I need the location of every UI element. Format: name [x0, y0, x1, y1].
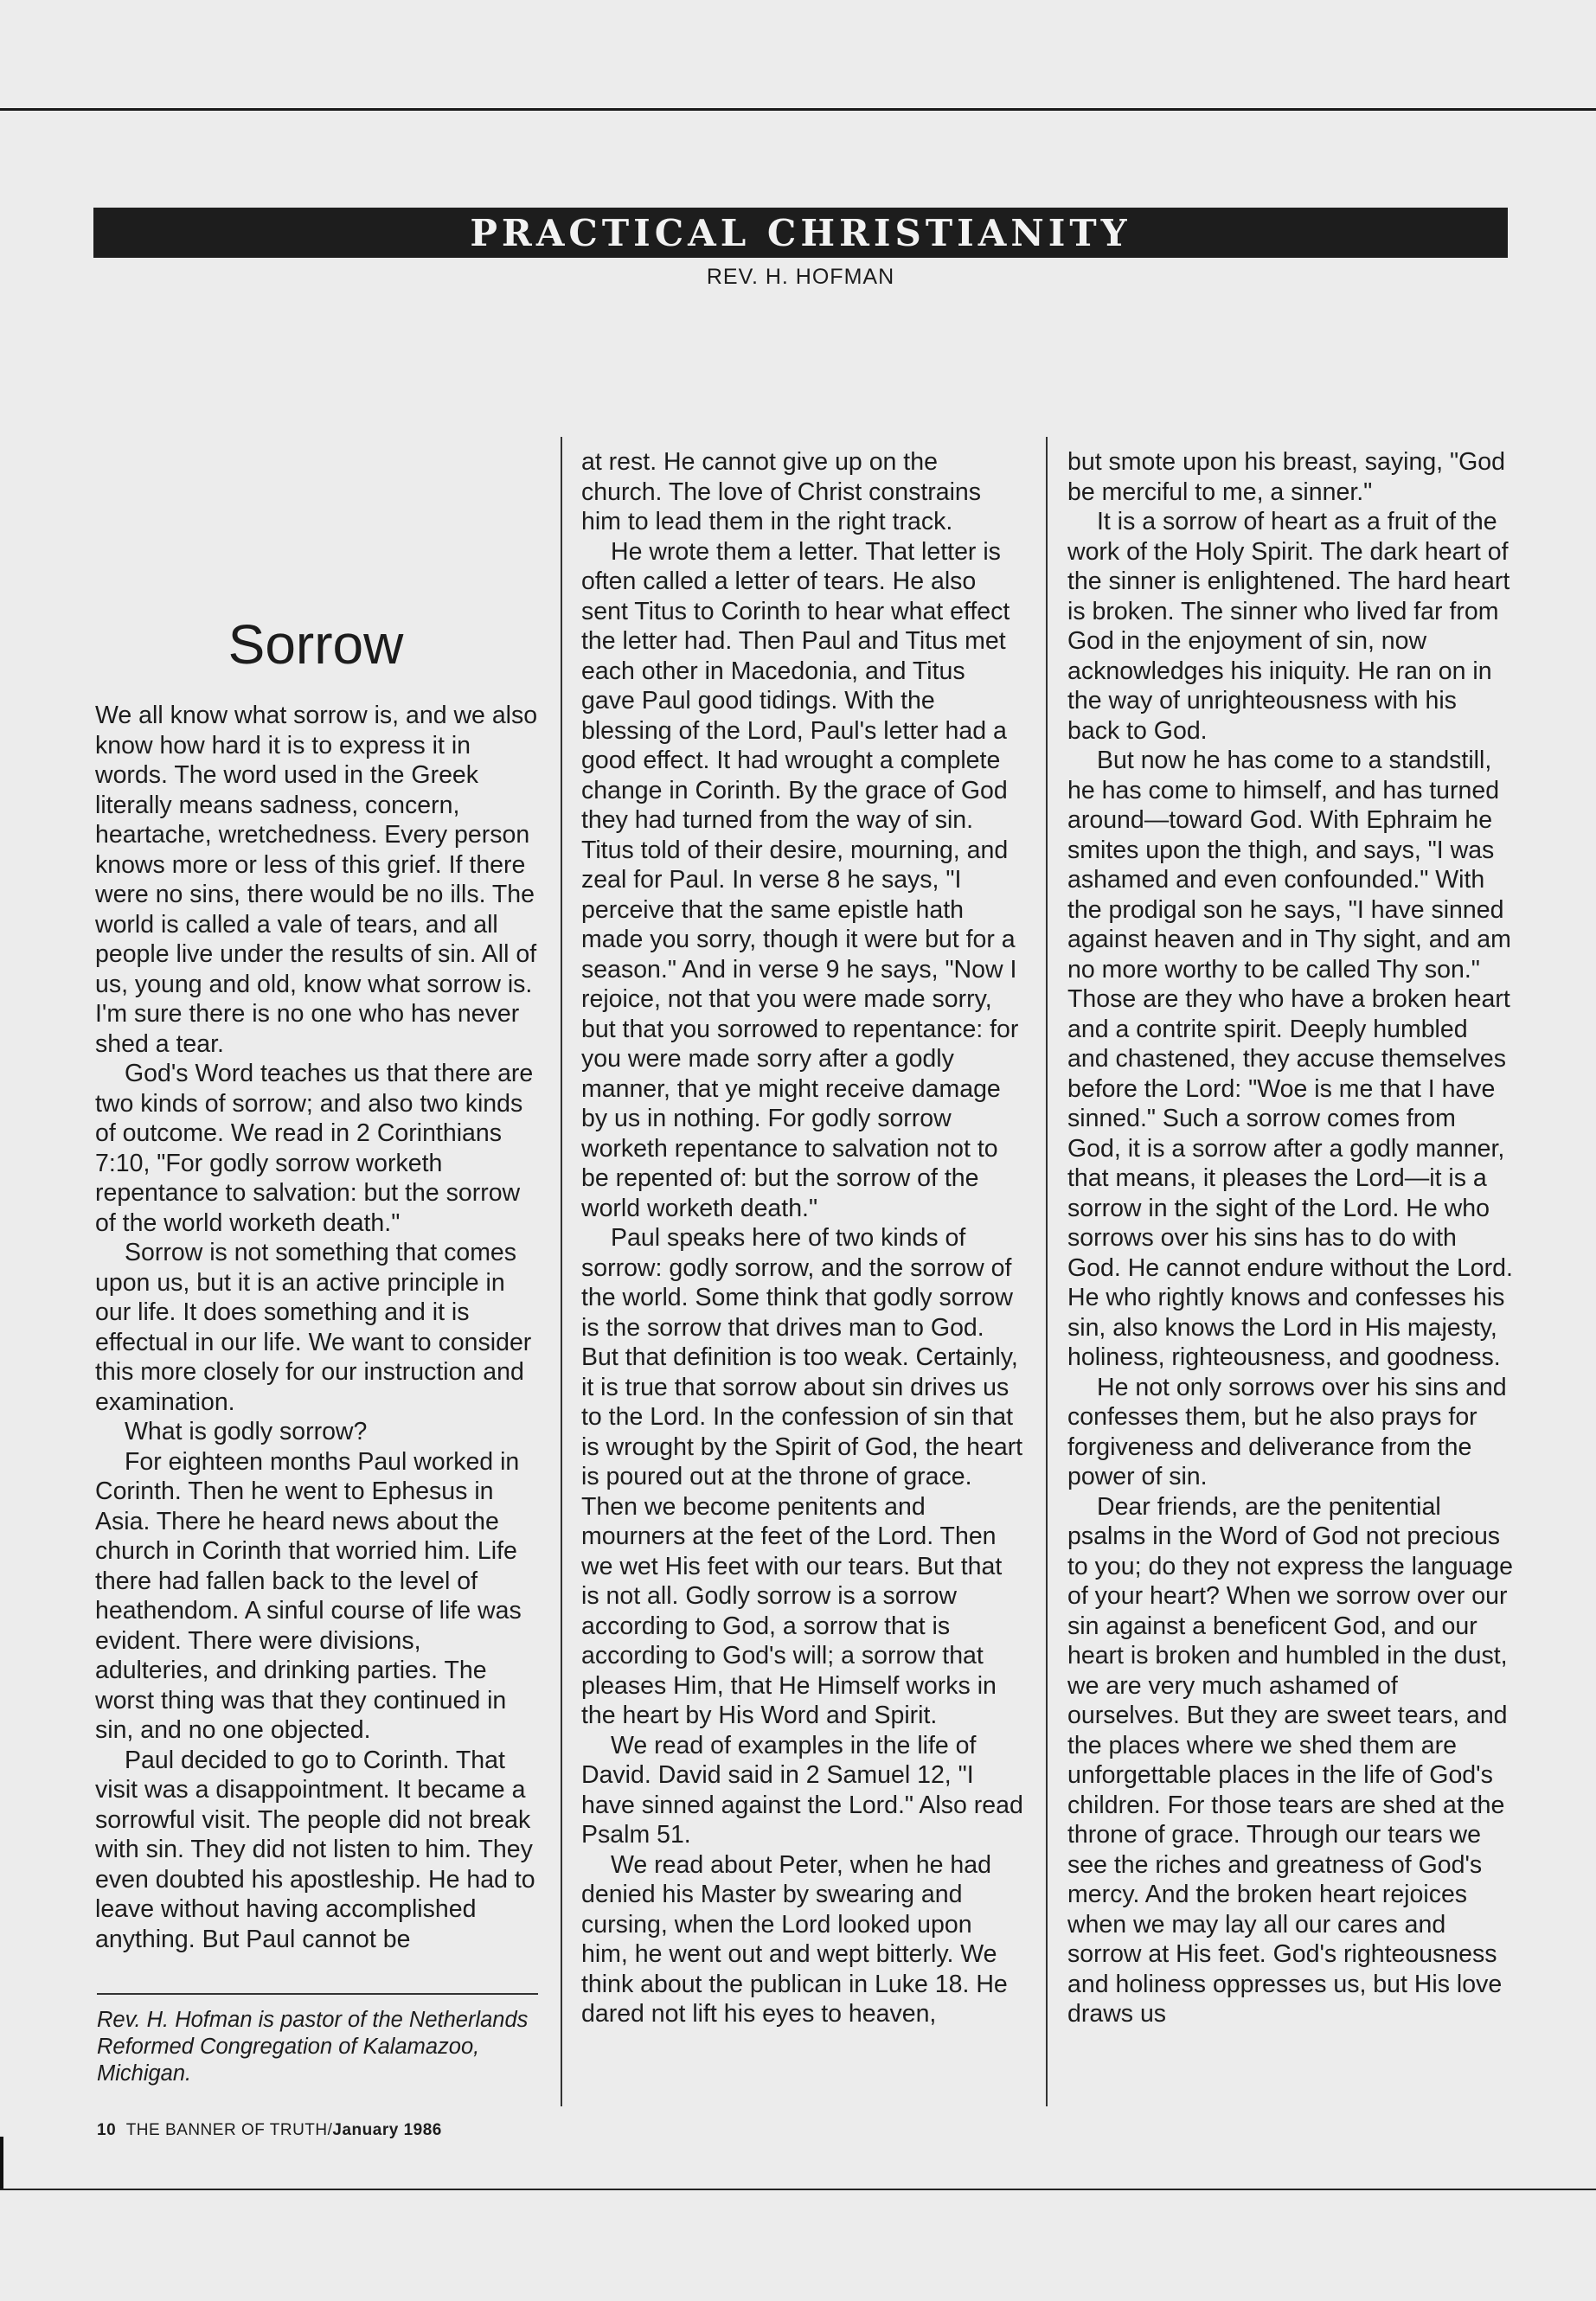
- top-rule: [0, 108, 1596, 111]
- paragraph: He wrote them a letter. That letter is often called a letter of tears. He also sent Titus to Corinth to hear what effect the letter had. Then Paul and Titus met each other in Macedonia, and Titus gave Paul good tidings. With the blessing of the Lord, Paul's letter had a good effect. It had wrought a complete change in Corinth. By the grace of God they had turned from the way of sin. Titus told of their desire, mourning, and zeal for Paul. In verse 8 he says, "I perceive that the same epistle hath made you sorry, though it were but for a season." And in verse 9 he says, "Now I rejoice, not that you were made sorry, but that you sorrowed to repentance: for you were made sorry after a godly manner, that ye might receive damage by us in nothing. For godly sorrow worketh repentance to salvation not to be repented of: but the sorrow of the world worketh death.": [581, 537, 1019, 1222]
- paragraph: Dear friends, are the penitential psalms in the Word of God not precious to you; do they not express the language of your heart? When we sorrow over our sin against a beneficent God, and our heart is broken and humbled in the dust, we are very much ashamed of ourselves. But they are sweet tears, and the places where we shed them are unforgettable places in the life of God's children. For those tears are shed at the throne of grace. Through our tears we see the riches and greatness of God's mercy. And the broken heart rejoices when we may lay all our cares and sorrow at His feet. God's righteousness and holiness oppresses us, but His love draws us: [1067, 1492, 1513, 2028]
- article-column-3: [1067, 447, 1514, 2029]
- footnote-rule: [97, 1993, 538, 1995]
- article-column-1: [95, 701, 538, 1954]
- page-footer: [97, 2121, 442, 2140]
- paragraph: Sorrow is not something that comes upon us, but it is an active principle in our life. It does something and it is effectual in our life. We want to consider this more closely for our instruction and examination.: [95, 1239, 532, 1416]
- paragraph: Paul decided to go to Corinth. That visit was a disappointment. It became a sorrowful visit. The people did not break with sin. They did not listen to him. They even doubted his apostleship. He had to leave without having accomplished anything. But Paul cannot be: [95, 1746, 535, 1953]
- article-column-2: [581, 447, 1024, 2029]
- paragraph: God's Word teaches us that there are two kinds of sorrow; and also two kinds of outcome. We read in 2 Corinthians 7:10, "For godly sorrow worketh repentance to salvation: but the sorrow of the world worketh death.": [95, 1060, 534, 1237]
- paragraph: at rest. He cannot give up on the church. The love of Christ constrains him to lead them in the right track.: [581, 448, 982, 535]
- publication-name: THE BANNER OF TRUTH/: [125, 2121, 333, 2139]
- paragraph: What is godly sorrow?: [125, 1418, 368, 1445]
- scan-edge-mark: [0, 2137, 3, 2189]
- paragraph: It is a sorrow of heart as a fruit of the work of the Holy Spirit. The dark heart of the sinner is enlightened. The hard heart is broken. The sinner who lived far from God in the enjoyment of sin, now acknowledges his iniquity. He ran on in the way of unrighteousness with his back to God.: [1067, 508, 1510, 745]
- paragraph: For eighteen months Paul worked in Corinth. Then he went to Ephesus in Asia. There he heard news about the church in Corinth that worried him. Life there had fallen back to the level of heathendom. A sinful course of life was evident. There were divisions, adulteries, and drinking parties. The worst thing was that they continued in sin, and no one objected.: [95, 1447, 522, 1744]
- column-divider: [1046, 437, 1048, 2106]
- column-divider: [561, 437, 562, 2106]
- page-number: 10: [97, 2121, 117, 2139]
- paragraph: We read of examples in the life of David. David said in 2 Samuel 12, "I have sinned against the Lord." Also read Psalm 51.: [581, 1731, 1023, 1849]
- paragraph: But now he has come to a standstill, he has come to himself, and has turned around—toward God. With Ephraim he smites upon the thigh, and says, "I was ashamed and even confounded." With the prodigal son he says, "I have sinned against heaven and in Thy sight, and am no more worthy to be called Thy son." Those are they who have a broken heart and a contrite spirit. Deeply humbled and chastened, they accuse themselves before the Lord: "Woe is me that I have sinned." Such a sorrow comes from God, it is a sorrow after a godly manner, that means, it pleases the Lord—it is a sorrow in the sight of the Lord. He who sorrows over his sins has to do with God. He cannot endure without the Lord. He who rightly knows and confesses his sin, also knows the Lord in His majesty, holiness, righteousness, and goodness.: [1067, 747, 1513, 1371]
- paragraph: He not only sorrows over his sins and confesses them, but he also prays for forgiveness and deliverance from the power of sin.: [1067, 1373, 1507, 1490]
- paragraph: We all know what sorrow is, and we also know how hard it is to express it in words. The word used in the Greek literally means sadness, concern, heartache, wretchedness. Every person knows more or less of this grief. If there were no sins, there would be no ills. The world is called a vale of tears, and all people live under the results of sin. All of us, young and old, know what sorrow is. I'm sure there is no one who has never shed a tear.: [95, 702, 538, 1058]
- paragraph: We read about Peter, when he had denied his Master by swearing and cursing, when the Lord looked upon him, he went out and wept bitterly. We think about the publican in Luke 18. He dared not lift his eyes to heaven,: [581, 1850, 1008, 2028]
- author-footnote: Rev. H. Hofman is pastor of the Netherlands Reformed Congregation of Kalamazoo, Michigan.: [97, 2008, 529, 2086]
- paragraph: Paul speaks here of two kinds of sorrow: godly sorrow, and the sorrow of the world. Some think that godly sorrow is the sorrow that drives man to God. But that definition is too weak. Certainly, it is true that sorrow about sin drives us to the Lord. In the confession of sin that is wrought by the Spirit of God, the heart is poured out at the throne of grace. Then we become penitents and mourners at the feet of the Lord. Then we wet His feet with our tears. But that is not all. Godly sorrow is a sorrow according to God, a sorrow that is according to God's will; a sorrow that pleases Him, that He Himself works in the heart by His Word and Spirit.: [581, 1224, 1023, 1729]
- section-title: PRACTICAL CHRISTIANITY: [470, 211, 1131, 254]
- issue-date: January 1986: [332, 2121, 442, 2139]
- section-banner: [93, 208, 1508, 258]
- author-byline: REV. H. HOFMAN: [706, 265, 895, 289]
- article-title: Sorrow: [228, 612, 404, 676]
- paragraph: but smote upon his breast, saying, "God be merciful to me, a sinner.": [1067, 448, 1505, 506]
- bottom-rule: [0, 2189, 1596, 2190]
